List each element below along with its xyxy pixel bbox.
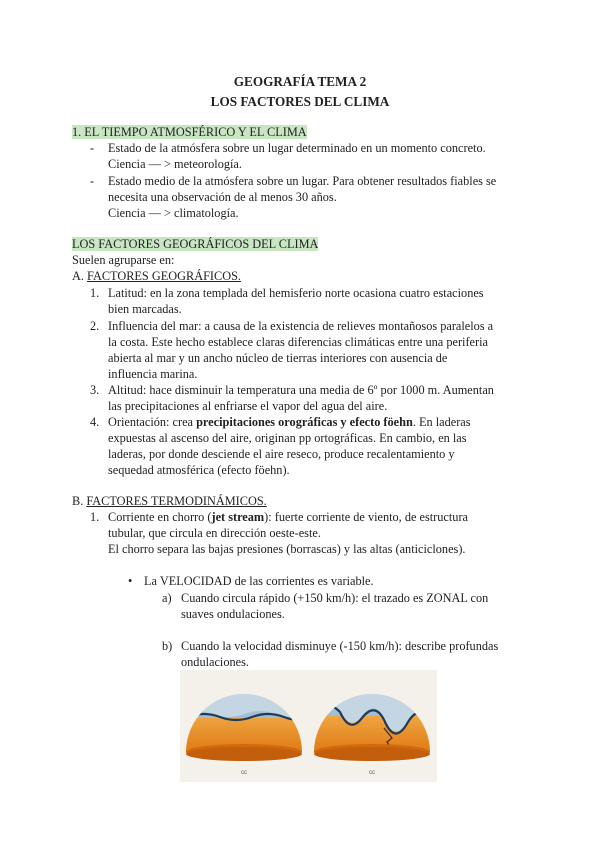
list-item-line: abierta al mar y un ancho núcleo de tierras interiores con ausencia de bbox=[108, 351, 448, 365]
sub-item-line: suaves ondulaciones. bbox=[181, 607, 285, 621]
list-number: 1. bbox=[90, 510, 100, 524]
list-item-line: bien marcadas. bbox=[108, 302, 182, 316]
section2-a-heading: A. FACTORES GEOGRÁFICOS. bbox=[72, 269, 242, 283]
bullet-text: La VELOCIDAD de las corrientes es variable. bbox=[144, 574, 374, 588]
list-item-line: tubular, que circula en dirección oeste-este. bbox=[108, 526, 321, 540]
section3-b-heading: B. FACTORES TERMODINÁMICOS. bbox=[72, 494, 267, 508]
dash-bullet: - bbox=[90, 141, 95, 155]
list-item-line: influencia marina. bbox=[108, 367, 198, 381]
document-title: GEOGRAFÍA TEMA 2 bbox=[233, 74, 367, 89]
list-item-line: El chorro separa las bajas presiones (borrascas) y las altas (anticiclones). bbox=[108, 542, 466, 556]
right-figure-caption: cc bbox=[369, 770, 375, 776]
section1-heading: 1. EL TIEMPO ATMOSFÉRICO Y EL CLIMA bbox=[72, 125, 307, 139]
dash-bullet: - bbox=[90, 174, 95, 188]
document-subtitle: LOS FACTORES DEL CLIMA bbox=[210, 94, 390, 109]
sub-item-label: b) bbox=[162, 639, 173, 653]
list-item-line: Influencia del mar: a causa de la existencia de relieves montañosos paralelos a bbox=[108, 319, 494, 333]
list-number: 1. bbox=[90, 286, 100, 300]
list-item-line: Orientación: crea precipitaciones orográficas y efecto föehn. En laderas bbox=[108, 415, 471, 429]
sub-item-line: Cuando circula rápido (+150 km/h): el trazado es ZONAL con bbox=[181, 591, 489, 605]
list-item-line: laderas, por donde desciende el aire reseco, produce recalentamiento y bbox=[108, 447, 455, 461]
list-item-line: la costa. Este hecho establece claras diferencias climáticas entre una periferia bbox=[108, 335, 488, 349]
section1-item1-line1: Estado de la atmósfera sobre un lugar determinado en un momento concreto. bbox=[108, 141, 486, 155]
section1-item2-line1: Estado medio de la atmósfera sobre un lugar. Para obtener resultados fiables se bbox=[108, 174, 497, 188]
list-item-line: Altitud: hace disminuir la temperatura una media de 6º por 1000 m. Aumentan bbox=[108, 383, 494, 397]
sub-item-label: a) bbox=[162, 591, 172, 605]
list-item-line: Latitud: en la zona templada del hemisferio norte ocasiona cuatro estaciones bbox=[108, 286, 484, 300]
sub-item-line: Cuando la velocidad disminuye (-150 km/h): describe profundas bbox=[181, 639, 499, 653]
section1-item2-line3: Ciencia — > climatología. bbox=[108, 206, 239, 220]
section2-heading: LOS FACTORES GEOGRÁFICOS DEL CLIMA bbox=[72, 237, 319, 251]
list-number: 3. bbox=[90, 383, 100, 397]
list-number: 2. bbox=[90, 319, 100, 333]
list-item-line: sequedad atmosférica (efecto föehn). bbox=[108, 463, 290, 477]
list-item-line: las precipitaciones al enfriarse el vapor del agua del aire. bbox=[108, 399, 388, 413]
section2-intro: Suelen agruparse en: bbox=[72, 253, 175, 267]
left-figure-caption: cc bbox=[241, 770, 247, 776]
list-item-line: Corriente en chorro (jet stream): fuerte corriente de viento, de estructura bbox=[108, 510, 468, 524]
bullet-dot: • bbox=[128, 574, 133, 588]
list-number: 4. bbox=[90, 415, 100, 429]
list-item-line: expuestas al ascenso del aire, originan pp ortográficas. En cambio, en las bbox=[108, 431, 467, 445]
section1-item1-line2: Ciencia — > meteorología. bbox=[108, 157, 242, 171]
sub-item-line: ondulaciones. bbox=[181, 655, 249, 669]
jet-stream-hemispheres-figure bbox=[180, 670, 437, 782]
section1-item2-line2: necesita una observación de al menos 30 años. bbox=[108, 190, 337, 204]
